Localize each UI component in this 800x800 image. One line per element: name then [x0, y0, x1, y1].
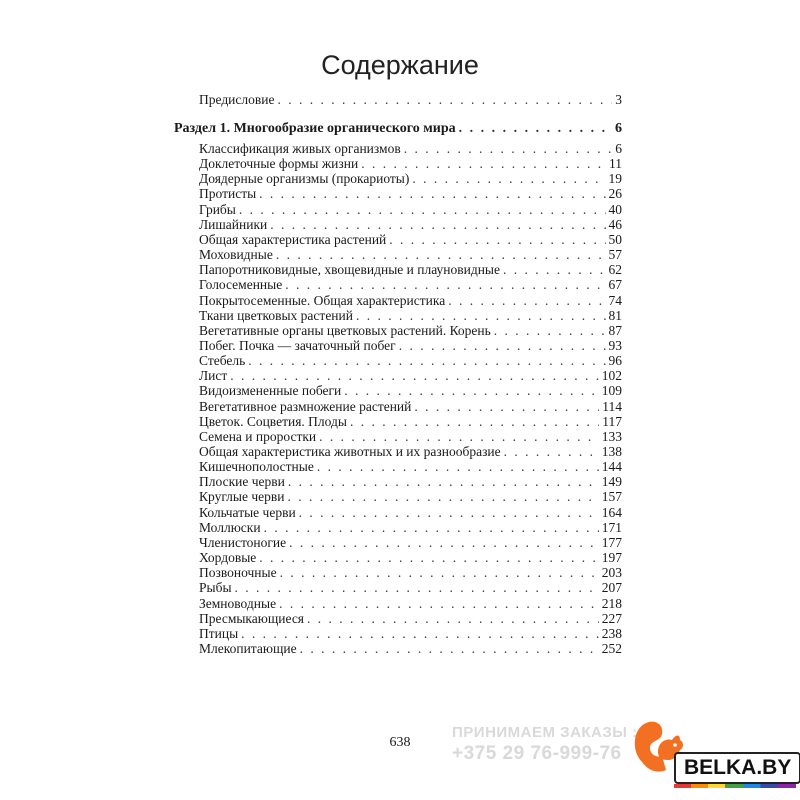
dot-leader: [280, 565, 599, 581]
toc-entry-page: 57: [608, 247, 622, 263]
dot-leader: [300, 641, 599, 657]
toc-entry-label: Папоротниковидные, хвощевидные и плауновидные: [199, 262, 500, 278]
toc-entry-label: Лишайники: [199, 216, 268, 232]
toc-entry-page: 177: [601, 534, 622, 550]
toc-entry-page: 3: [615, 92, 622, 107]
toc-entry[interactable]: [199, 156, 622, 172]
dot-leader: [299, 505, 599, 521]
toc-entry[interactable]: [199, 247, 622, 263]
toc-entry-page: 102: [601, 368, 622, 384]
toc-entry[interactable]: [199, 459, 622, 475]
dot-leader: [494, 323, 606, 339]
toc-entry[interactable]: [199, 535, 622, 551]
toc-entry-label: Плоские черви: [199, 474, 285, 490]
toc-entry[interactable]: [199, 383, 622, 399]
toc-entry-page: 171: [601, 519, 622, 535]
toc-entry[interactable]: [199, 565, 622, 581]
toc-entry[interactable]: [199, 626, 622, 642]
toc-entry[interactable]: [199, 611, 622, 627]
toc-entry-label: Пресмыкающиеся: [199, 610, 305, 626]
toc-entry-label: Ткани цветковых растений: [199, 307, 353, 323]
dot-leader: [270, 217, 605, 233]
dot-leader: [350, 414, 599, 430]
dot-leader: [277, 92, 612, 108]
dot-leader: [289, 535, 599, 551]
toc-entry[interactable]: [199, 293, 622, 309]
toc-entry-page: 252: [601, 640, 622, 656]
toc-section-label: Раздел 1. Многообразие органического мира: [174, 121, 456, 136]
toc-entry-label: Доядерные организмы (прокариоты): [199, 171, 410, 187]
toc-entry[interactable]: [199, 323, 622, 339]
toc-entry-page: 62: [608, 262, 622, 278]
dot-leader: [248, 353, 605, 369]
toc-entry-label: Семена и проростки: [199, 428, 317, 444]
toc-entry-label: Позвоночные: [199, 565, 277, 581]
toc-entry-page: 197: [601, 550, 622, 566]
toc-entry-label: Кольчатые черви: [199, 504, 296, 520]
toc-entry-label: Грибы: [199, 201, 236, 217]
toc-entry[interactable]: [199, 429, 622, 445]
toc-entry-page: 74: [608, 292, 622, 308]
toc-entry-page: 6: [615, 141, 622, 156]
toc-entry-label: Членистоногие: [199, 534, 287, 550]
toc-entry-page: 227: [601, 610, 622, 626]
watermark-promo: [452, 724, 642, 765]
toc-entry[interactable]: [199, 277, 622, 293]
toc-entry-page: 164: [601, 504, 622, 520]
toc-section-heading[interactable]: [174, 121, 622, 137]
toc-entry-label: Птицы: [199, 625, 239, 641]
dot-leader: [414, 399, 599, 415]
toc-entry[interactable]: [199, 171, 622, 187]
toc-entry[interactable]: [199, 596, 622, 612]
toc-entry[interactable]: [199, 308, 622, 324]
toc-entry[interactable]: [199, 186, 622, 202]
dot-leader: [259, 186, 605, 202]
toc-section-page: 6: [615, 121, 622, 136]
belka-logo: [628, 712, 798, 787]
dot-leader: [264, 520, 599, 536]
page-number: 638: [389, 735, 411, 750]
toc-entry-label: Моллюски: [199, 519, 261, 535]
toc-entry-page: 144: [601, 459, 622, 475]
toc-entry-page: 87: [608, 322, 622, 338]
toc-entry-label: Протисты: [199, 186, 257, 202]
dot-leader: [356, 308, 606, 324]
toc-entry[interactable]: [199, 338, 622, 354]
toc-entry-page: 138: [601, 444, 622, 459]
toc-entry-page: 40: [608, 201, 622, 217]
toc-entry-page: 50: [608, 231, 622, 247]
toc-entry[interactable]: [199, 520, 622, 536]
toc-entry[interactable]: [199, 262, 622, 278]
toc-entry-label: Общая характеристика растений: [199, 231, 387, 247]
dot-leader: [235, 580, 599, 596]
dot-leader: [503, 262, 606, 278]
dot-leader: [344, 383, 598, 399]
toc-entry[interactable]: [199, 141, 622, 157]
toc-entry[interactable]: [199, 414, 622, 430]
toc-entry-page: 26: [608, 186, 622, 202]
toc-entry-page: 203: [601, 565, 622, 581]
toc-entry-page: 117: [602, 413, 622, 429]
dot-leader: [288, 474, 599, 490]
dot-leader: [259, 550, 598, 566]
watermark-phone: +375 29 76-999-76: [452, 743, 622, 764]
toc-entry[interactable]: [199, 202, 622, 218]
toc-entry[interactable]: [199, 474, 622, 490]
toc-entry[interactable]: [199, 232, 622, 248]
toc-entry-label: Предисловие: [199, 92, 275, 107]
dot-leader: [448, 293, 605, 309]
toc-entry[interactable]: [199, 505, 622, 521]
toc-entry-label: Доклеточные формы жизни: [199, 156, 359, 172]
toc-entry-label: Хордовые: [199, 550, 257, 566]
toc-entry[interactable]: [199, 444, 622, 460]
toc-entry-page: 81: [608, 307, 622, 323]
toc-entry[interactable]: [199, 550, 622, 566]
toc-entry-page: 19: [608, 171, 622, 187]
toc-entry-page: 149: [601, 474, 622, 490]
toc-entry-label: Покрытосеменные. Общая характеристика: [199, 292, 446, 308]
dot-leader: [389, 232, 605, 248]
dot-leader: [412, 171, 605, 187]
dot-leader: [317, 459, 599, 475]
toc-entry[interactable]: [199, 353, 622, 369]
dot-leader: [459, 121, 612, 137]
toc-entry-label: Голосеменные: [199, 277, 283, 293]
toc-entry-page: 67: [608, 277, 622, 293]
toc-entry-label: Стебель: [199, 353, 246, 369]
toc-entry-label: Классификация живых организмов: [199, 141, 401, 156]
toc-entry-label: Кишечнополостные: [199, 459, 314, 475]
dot-leader: [276, 247, 606, 263]
logo-stripes: [674, 784, 796, 788]
toc-entry-page: 11: [609, 156, 622, 172]
dot-leader: [307, 611, 599, 627]
toc-entry[interactable]: [199, 641, 622, 657]
dot-leader: [319, 429, 599, 445]
toc-entry-label: Цветок. Соцветия. Плоды: [199, 413, 347, 429]
dot-leader: [285, 277, 605, 293]
toc-entry-page: 109: [601, 383, 622, 399]
toc-entry-label: Круглые черви: [199, 489, 285, 505]
toc-entry-label: Побег. Почка — зачаточный побег: [199, 337, 396, 353]
toc-entry-page: 114: [602, 398, 622, 414]
toc-entry[interactable]: [199, 399, 622, 415]
toc-entry[interactable]: [199, 489, 622, 505]
toc-entry-label: Млекопитающие: [199, 640, 297, 656]
toc-entry-label: Моховидные: [199, 247, 273, 263]
dot-leader: [404, 141, 613, 157]
dot-leader: [239, 202, 606, 218]
toc-entry-label: Рыбы: [199, 580, 232, 596]
toc-entry-label: Видоизмененные побеги: [199, 383, 342, 399]
toc-entry-label: Вегетативные органы цветковых растений. Корень: [199, 322, 491, 338]
toc-entry-page: 96: [608, 353, 622, 369]
dot-leader: [504, 444, 599, 460]
dot-leader: [287, 489, 598, 505]
watermark-line-1: ПРИНИМАЕМ ЗАКАЗЫ :: [452, 724, 638, 741]
toc-entry-page: 133: [601, 428, 622, 444]
toc-entry[interactable]: [199, 580, 622, 596]
toc-entry-label: Вегетативное размножение растений: [199, 398, 412, 414]
dot-leader: [279, 596, 599, 612]
toc-entry-page: 93: [608, 337, 622, 353]
dot-leader: [241, 626, 599, 642]
dot-leader: [361, 156, 606, 172]
toc-entry[interactable]: [199, 217, 622, 233]
page-title: Содержание: [321, 50, 479, 80]
toc-entry-preface[interactable]: [199, 92, 622, 108]
toc-entry-label: Лист: [199, 368, 228, 384]
toc-entry[interactable]: [199, 368, 622, 384]
dot-leader: [230, 368, 598, 384]
toc-entry-label: Общая характеристика животных и их разнообразие: [199, 444, 501, 459]
toc-entry-label: Земноводные: [199, 595, 277, 611]
toc-entry-page: 157: [601, 489, 622, 505]
logo-text: BELKA.BY: [674, 752, 800, 784]
toc-entry-page: 218: [601, 595, 622, 611]
dot-leader: [399, 338, 606, 354]
toc-entry-page: 207: [601, 580, 622, 596]
toc-entry-page: 238: [601, 625, 622, 641]
toc-entry-page: 46: [608, 216, 622, 232]
